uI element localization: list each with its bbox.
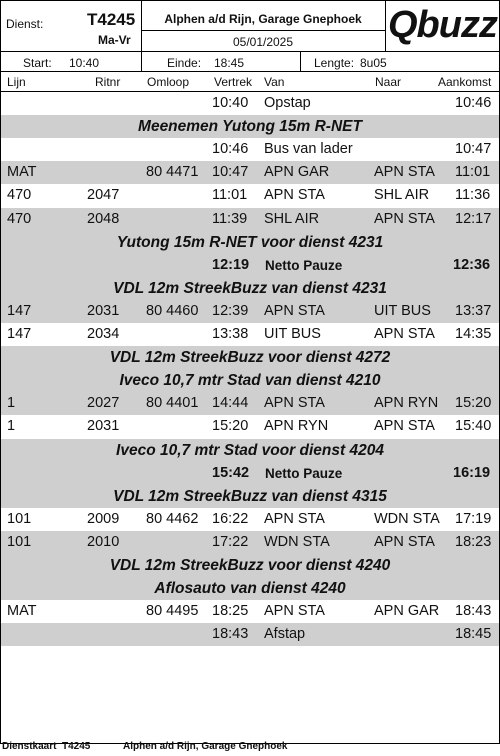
cell-aankomst: 17:19 bbox=[455, 510, 492, 527]
cell-omloop: 80 4462 bbox=[146, 510, 199, 527]
cell-vertrek: 11:01 bbox=[212, 187, 248, 204]
dienst-label: Dienst: bbox=[6, 17, 44, 31]
cell-vertrek: 16:22 bbox=[212, 510, 249, 527]
cell-lijn: 1 bbox=[7, 395, 16, 412]
cell-aankomst: 14:35 bbox=[455, 326, 492, 342]
cell-ritnr: 2027 bbox=[87, 395, 120, 412]
trip-row bbox=[1, 184, 499, 207]
trip-row bbox=[1, 531, 499, 554]
cell-aankomst: 11:01 bbox=[455, 164, 491, 181]
trip-row bbox=[1, 623, 499, 646]
cell-vertrek: 17:22 bbox=[212, 533, 249, 550]
cell-vertrek: 18:25 bbox=[212, 603, 249, 620]
cell-naar: APN STA bbox=[374, 210, 435, 227]
footer-location: Alphen a/d Rijn, Garage Gnephoek bbox=[123, 741, 288, 752]
cell-ritnr: 2034 bbox=[87, 326, 120, 342]
col-ritnr: Ritnr bbox=[95, 75, 121, 89]
cell-van: APN STA bbox=[264, 187, 325, 204]
cell-vertrek: 10:47 bbox=[212, 164, 249, 181]
cell-ritnr: 2047 bbox=[87, 187, 120, 204]
lengte-value: 8u05 bbox=[360, 56, 387, 70]
section-heading: VDL 12m StreekBuzz van dienst 4315 bbox=[1, 485, 499, 508]
cell-van: Bus van lader bbox=[264, 141, 353, 158]
einde-label: Einde: bbox=[167, 56, 202, 70]
footer-label: Dienstkaart bbox=[2, 741, 57, 752]
cell-omloop: 80 4471 bbox=[146, 164, 199, 181]
trip-row bbox=[1, 600, 499, 623]
trip-row bbox=[1, 208, 499, 231]
cell-lijn: MAT bbox=[7, 164, 37, 181]
cell-vertrek: 11:39 bbox=[212, 210, 248, 227]
cell-van: WDN STA bbox=[264, 533, 330, 550]
cell-aankomst: 12:17 bbox=[455, 210, 492, 227]
cell-vertrek: 10:40 bbox=[212, 95, 249, 111]
cell-vertrek: 10:46 bbox=[212, 141, 249, 158]
trip-row bbox=[1, 300, 499, 323]
cell-lijn: 147 bbox=[7, 302, 32, 319]
cell-omloop: 80 4495 bbox=[146, 603, 199, 620]
cell-vertrek: 13:38 bbox=[212, 326, 249, 342]
cell-omloop: 80 4460 bbox=[146, 302, 199, 319]
einde-time: 18:45 bbox=[214, 56, 245, 70]
cell-aankomst: 18:43 bbox=[455, 603, 492, 620]
cell-lijn: 147 bbox=[7, 326, 32, 342]
cell-lijn: 1 bbox=[7, 418, 16, 435]
trip-row bbox=[1, 161, 499, 184]
trip-row bbox=[1, 415, 499, 438]
cell-vertrek: 15:20 bbox=[212, 418, 249, 435]
dienst-days: Ma-Vr bbox=[98, 33, 131, 47]
trip-row bbox=[1, 323, 499, 346]
cell-naar: WDN STA bbox=[374, 510, 440, 527]
trip-row bbox=[1, 392, 499, 415]
cell-aankomst: 18:23 bbox=[455, 533, 492, 550]
section-heading: Aflosauto van dienst 4240 bbox=[1, 577, 499, 600]
start-time: 10:40 bbox=[69, 56, 100, 70]
cell-van: APN STA bbox=[264, 395, 325, 412]
cell-aankomst: 10:47 bbox=[455, 141, 492, 158]
qbuzz-logo: Qbuzz bbox=[388, 4, 497, 46]
cell-naar: UIT BUS bbox=[374, 302, 431, 319]
cell-naar: APN STA bbox=[374, 326, 435, 342]
cell-van: UIT BUS bbox=[264, 326, 321, 342]
cell-naar: APN GAR bbox=[374, 603, 440, 620]
section-heading: Meenemen Yutong 15m R-NET bbox=[1, 115, 499, 138]
pause-label: Netto Pauze bbox=[265, 257, 343, 273]
cell-aankomst: 15:40 bbox=[455, 418, 492, 435]
cell-van: APN RYN bbox=[264, 418, 329, 435]
section-heading: Yutong 15m R-NET voor dienst 4231 bbox=[1, 231, 499, 254]
pause-start: 15:42 bbox=[212, 464, 250, 481]
service-date: 05/01/2025 bbox=[232, 35, 294, 49]
cell-lijn: MAT bbox=[7, 603, 37, 620]
cell-vertrek: 14:44 bbox=[212, 395, 249, 412]
footer-dienst: T4245 bbox=[62, 741, 91, 752]
cell-aankomst: 10:46 bbox=[455, 95, 492, 111]
cell-van: APN STA bbox=[264, 302, 325, 319]
trip-row bbox=[1, 92, 499, 115]
cell-ritnr: 2010 bbox=[87, 533, 120, 550]
cell-lijn: 101 bbox=[7, 510, 32, 527]
lengte-label: Lengte: bbox=[314, 56, 355, 70]
section-heading: Iveco 10,7 mtr Stad voor dienst 4204 bbox=[1, 439, 499, 462]
cell-vertrek: 18:43 bbox=[212, 626, 249, 643]
pause-end: 12:36 bbox=[453, 256, 491, 273]
cell-ritnr: 2048 bbox=[87, 210, 120, 227]
cell-naar: APN STA bbox=[374, 533, 435, 550]
cell-ritnr: 2031 bbox=[87, 302, 120, 319]
cell-omloop: 80 4401 bbox=[146, 395, 199, 412]
cell-lijn: 101 bbox=[7, 533, 32, 550]
trip-row bbox=[1, 508, 499, 531]
section-heading: VDL 12m StreekBuzz van dienst 4231 bbox=[1, 277, 499, 300]
pause-row bbox=[1, 462, 499, 485]
section-heading: VDL 12m StreekBuzz voor dienst 4240 bbox=[1, 554, 499, 577]
cell-van: APN STA bbox=[264, 510, 325, 527]
cell-lijn: 470 bbox=[7, 187, 32, 204]
cell-van: APN STA bbox=[264, 603, 325, 620]
col-omloop: Omloop bbox=[147, 75, 190, 89]
cell-aankomst: 18:45 bbox=[455, 626, 492, 643]
cell-naar: SHL AIR bbox=[374, 187, 430, 204]
dienst-number: T4245 bbox=[87, 10, 136, 29]
pause-label: Netto Pauze bbox=[265, 465, 343, 481]
pause-end: 16:19 bbox=[453, 464, 491, 481]
col-naar: Naar bbox=[375, 75, 402, 89]
cell-aankomst: 15:20 bbox=[455, 395, 492, 412]
cell-van: SHL AIR bbox=[264, 210, 320, 227]
cell-naar: APN RYN bbox=[374, 395, 439, 412]
col-van: Van bbox=[264, 75, 285, 89]
cell-van: Opstap bbox=[264, 95, 311, 111]
section-heading: VDL 12m StreekBuzz voor dienst 4272 bbox=[1, 346, 499, 369]
pause-start: 12:19 bbox=[212, 256, 250, 273]
trip-row bbox=[1, 138, 499, 161]
cell-naar: APN STA bbox=[374, 418, 435, 435]
section-heading: Iveco 10,7 mtr Stad van dienst 4210 bbox=[1, 369, 499, 392]
cell-vertrek: 12:39 bbox=[212, 302, 249, 319]
cell-aankomst: 13:37 bbox=[455, 302, 492, 319]
cell-aankomst: 11:36 bbox=[455, 187, 491, 204]
cell-ritnr: 2009 bbox=[87, 510, 120, 527]
pause-row bbox=[1, 254, 499, 277]
col-aankomst: Aankomst bbox=[438, 75, 492, 89]
cell-van: Afstap bbox=[264, 626, 306, 643]
cell-ritnr: 2031 bbox=[87, 418, 120, 435]
col-vertrek: Vertrek bbox=[214, 75, 253, 89]
cell-naar: APN STA bbox=[374, 164, 435, 181]
cell-lijn: 470 bbox=[7, 210, 32, 227]
col-lijn: Lijn bbox=[7, 75, 26, 89]
start-label: Start: bbox=[23, 56, 52, 70]
cell-van: APN GAR bbox=[264, 164, 330, 181]
location-title: Alphen a/d Rijn, Garage Gnephoek bbox=[164, 12, 362, 26]
